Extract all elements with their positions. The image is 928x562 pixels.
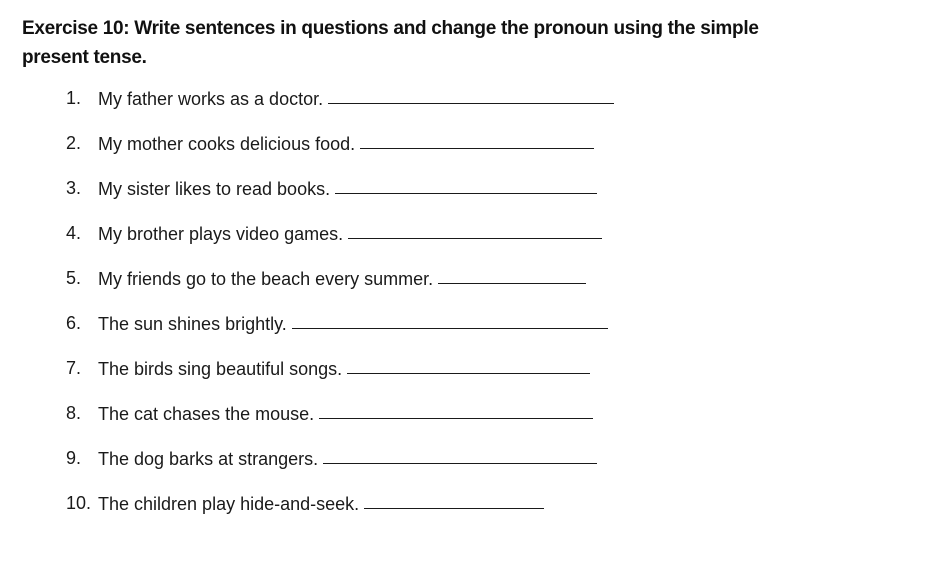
item-sentence: My father works as a doctor. [98, 89, 324, 109]
answer-blank[interactable] [335, 175, 597, 194]
item-sentence: My brother plays video games. [98, 224, 344, 244]
item-number: 7. [66, 358, 82, 378]
item-sentence: My mother cooks delicious food. [98, 134, 356, 154]
item-sentence: The birds sing beautiful songs. [98, 359, 343, 379]
answer-blank[interactable] [438, 265, 586, 284]
item-number: 2. [66, 133, 82, 153]
item-number: 4. [66, 223, 82, 243]
answer-blank[interactable] [323, 445, 597, 464]
item-number: 6. [66, 313, 82, 333]
exercise-title: Exercise 10: Write sentences in questions and change the pronoun using the simple present tense. [22, 18, 759, 68]
answer-blank[interactable] [292, 310, 608, 329]
answer-blank[interactable] [347, 355, 590, 374]
item-sentence: The children play hide-and-seek. [98, 494, 360, 514]
item-sentence: My friends go to the beach every summer. [98, 269, 434, 289]
item-sentence: My sister likes to read books. [98, 179, 331, 199]
item-sentence: The cat chases the mouse. [98, 404, 315, 424]
item-number: 1. [66, 88, 82, 108]
answer-blank[interactable] [348, 220, 602, 239]
answer-blank[interactable] [364, 490, 544, 509]
item-sentence: The dog barks at strangers. [98, 449, 319, 469]
item-number: 9. [66, 448, 82, 468]
item-number: 3. [66, 178, 82, 198]
item-number: 8. [66, 403, 82, 423]
item-number: 10. [66, 493, 92, 513]
answer-blank[interactable] [319, 400, 593, 419]
answer-blank[interactable] [360, 130, 594, 149]
item-sentence: The sun shines brightly. [98, 314, 287, 334]
item-number: 5. [66, 268, 82, 288]
answer-blank[interactable] [328, 85, 614, 104]
